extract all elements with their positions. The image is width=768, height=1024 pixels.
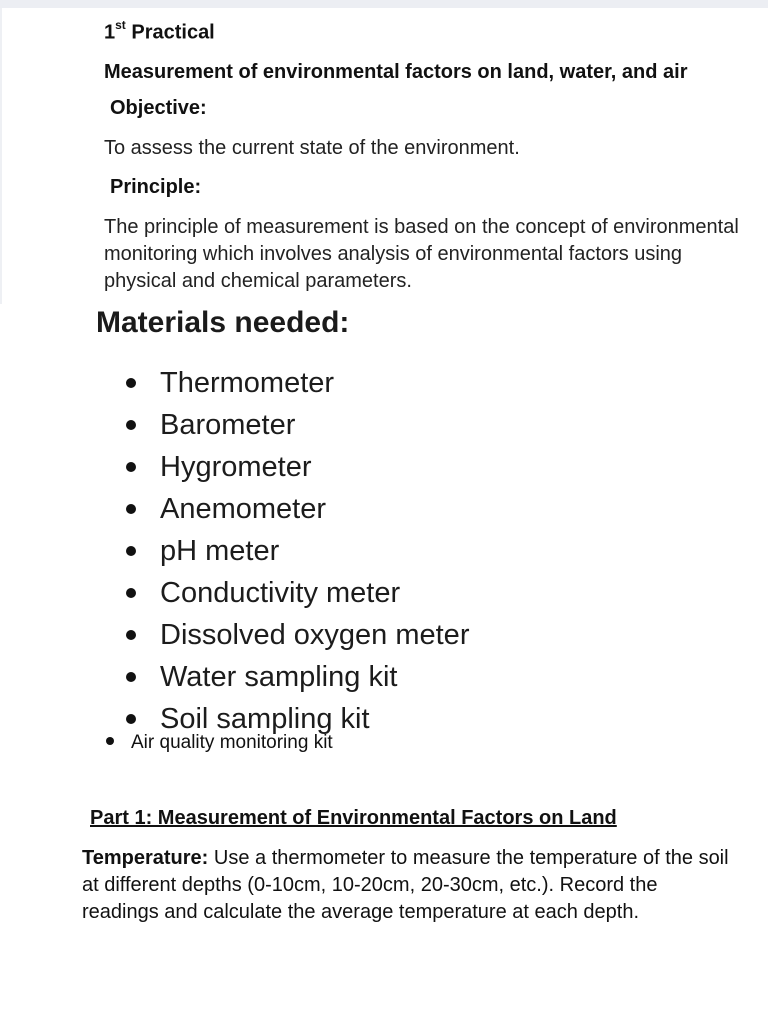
material-label: Hygrometer: [160, 451, 312, 483]
list-item: [120, 656, 469, 698]
list-item: [120, 530, 469, 572]
bullet-icon: [126, 504, 136, 514]
heading-rest: Practical: [125, 21, 215, 44]
temperature-paragraph: [82, 845, 732, 926]
page-edge: [0, 8, 2, 304]
list-item: [120, 404, 469, 446]
bullet-icon: [126, 462, 136, 472]
bullet-icon: [126, 378, 136, 388]
material-label: Thermometer: [160, 367, 335, 399]
material-label: Anemometer: [160, 493, 327, 525]
bullet-icon: [126, 672, 136, 682]
list-item: [120, 362, 469, 404]
bullet-icon: [126, 588, 136, 598]
temperature-text: Use a thermometer to measure the temperature of the soil at different depths (0-10cm, 10-20cm, 20-30cm, etc.). Record the readings and calculate the average temperature at each depth.: [82, 847, 729, 923]
top-bar: [0, 0, 768, 8]
list-item: [120, 488, 469, 530]
heading-suffix: st: [115, 18, 126, 32]
list-item: [120, 446, 469, 488]
bullet-icon: [126, 630, 136, 640]
materials-heading: Materials needed:: [96, 306, 350, 339]
heading-number: 1: [104, 21, 116, 44]
practical-heading: [104, 20, 215, 45]
part1-heading: Part 1: Measurement of Environmental Factors on Land: [90, 807, 617, 829]
material-label: pH meter: [160, 535, 280, 567]
material-label: Soil sampling kit: [160, 703, 370, 735]
material-label: Air quality monitoring kit: [131, 732, 333, 753]
bullet-icon: [106, 737, 114, 745]
bullet-icon: [126, 420, 136, 430]
material-label: Barometer: [160, 409, 296, 441]
list-item: [120, 614, 469, 656]
material-label: Water sampling kit: [160, 661, 398, 693]
principle-label: Principle:: [110, 176, 202, 198]
objective-text: To assess the current state of the environment.: [104, 137, 520, 159]
practical-subtitle: Measurement of environmental factors on land, water, and air: [104, 61, 688, 83]
materials-list: [120, 362, 469, 740]
material-label: Dissolved oxygen meter: [160, 619, 470, 651]
principle-text: The principle of measurement is based on the concept of environmental monitoring which involves analysis of environmental factors using physical and chemical parameters.: [104, 216, 739, 292]
list-item: [120, 572, 469, 614]
bullet-icon: [126, 546, 136, 556]
bullet-icon: [126, 714, 136, 724]
material-label: Conductivity meter: [160, 577, 401, 609]
objective-label: Objective:: [110, 97, 207, 119]
temperature-label: Temperature:: [82, 847, 209, 869]
list-item-air-quality: [106, 732, 333, 754]
